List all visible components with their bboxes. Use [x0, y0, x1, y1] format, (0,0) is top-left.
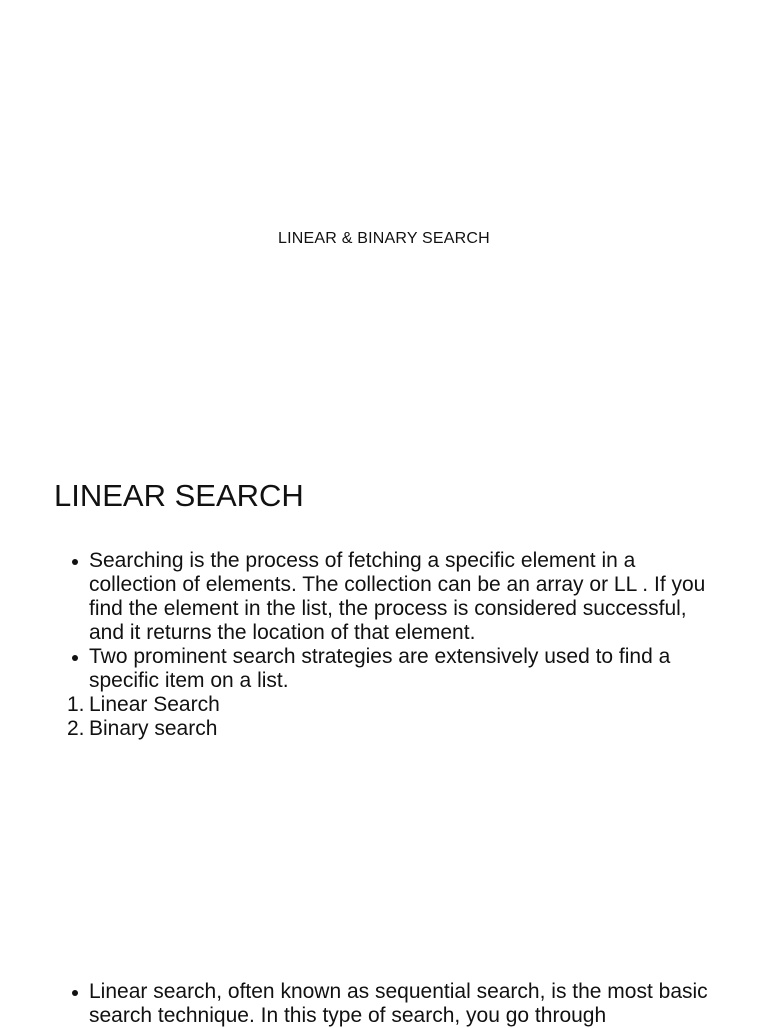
bullet-icon — [72, 990, 78, 996]
bullet-text: Two prominent search strategies are extensively used to find a specific item on a list. — [89, 645, 671, 692]
linear-search-list — [0, 980, 768, 1028]
bullet-text: Linear search, often known as sequential search, is the most basic search technique. In this type of search, you go through — [89, 980, 708, 1027]
document-title: LINEAR & BINARY SEARCH — [278, 230, 490, 247]
numbered-text: Binary search — [89, 717, 218, 740]
intro-list — [0, 549, 768, 741]
bullet-icon — [72, 655, 78, 661]
numbered-item — [0, 693, 768, 717]
bullet-text: Searching is the process of fetching a specific element in a collection of elements. The collection can be an array or LL . If you find the element in the list, the process is considered successful, and it returns the location of that element. — [89, 549, 706, 644]
list-item — [0, 980, 768, 1028]
item-number: 2. — [67, 717, 85, 740]
numbered-text: Linear Search — [89, 693, 220, 716]
bullet-icon — [72, 559, 78, 565]
list-item — [0, 645, 768, 693]
item-number: 1. — [67, 693, 85, 716]
section-heading: LINEAR SEARCH — [54, 478, 304, 513]
numbered-item — [0, 717, 768, 741]
list-item — [0, 549, 768, 645]
